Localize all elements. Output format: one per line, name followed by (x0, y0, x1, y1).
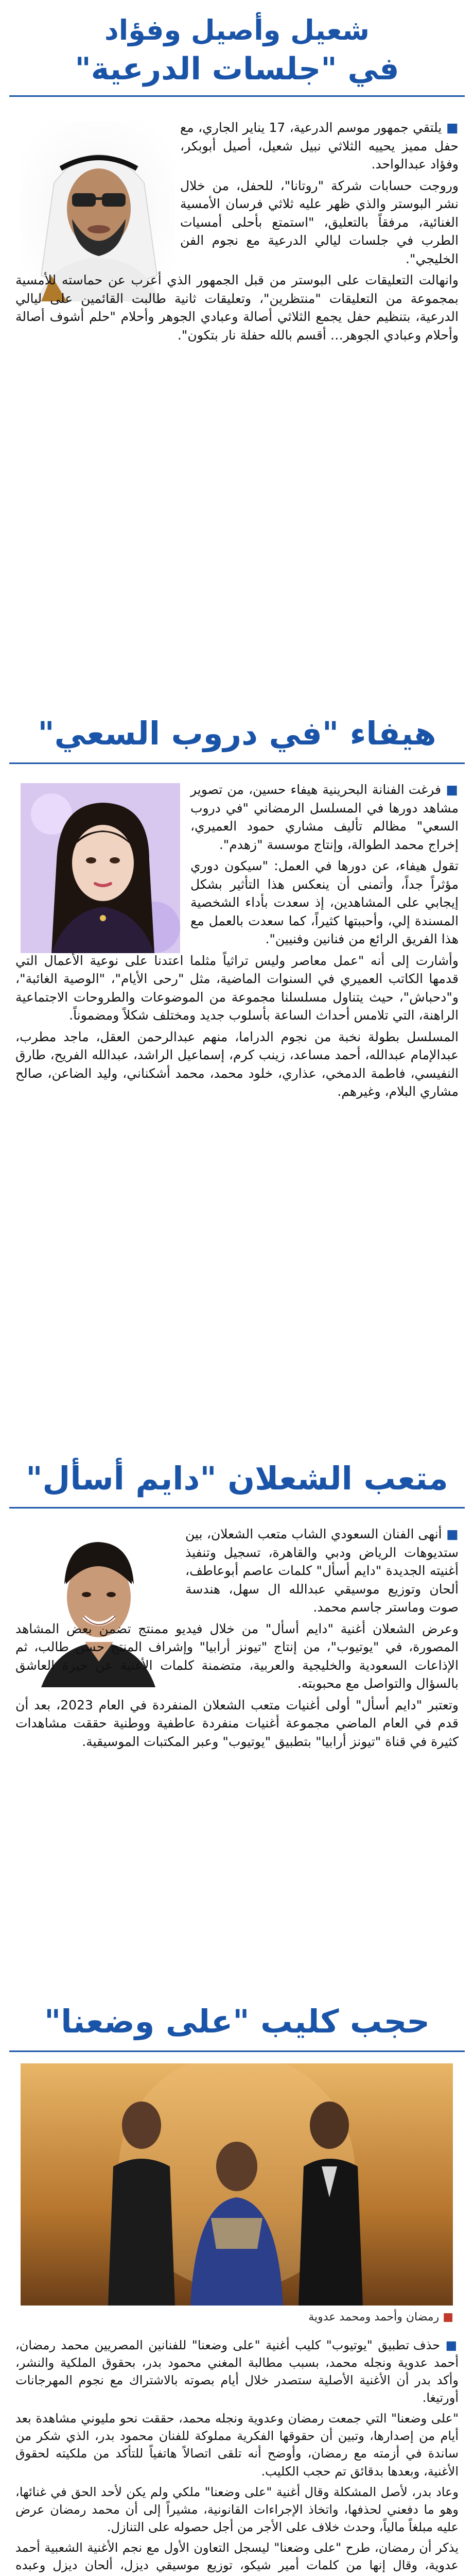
article4-body (15, 2336, 459, 2576)
article2-body (15, 781, 459, 1104)
article2-paragraph: ■ فرغت الفنانة البحرينية هيفاء حسين، من تصوير مشاهد دورها في المسلسل الرمضاني "في دروب السعي" مظالم تأليف مشاري حمود العميري، إخراج محمد الطوالة، وإنتاج موسسة "زهدم". (190, 781, 459, 854)
article1-body (15, 118, 459, 347)
article2-paragraph: وأشارت إلى أنه "عمل معاصر وليس تراثياً مثلما اعتدنا على نوعية الأعمال التي قدمها الكاتب العميري في السنوات الماضية، مثل "رحى الأيام"، "الوصية الغائبة"، و"دحباش"، حيث يتناول مسلسلنا مجموعة من الموضوعات والطروحات الاجتماعية الراهنة، التي تلامس أحداث الساعة بأسلوب جديد ومختلف شكلاً ومضموناً. (15, 953, 459, 1023)
article3-paragraph: وعرض الشعلان أغنية "دايم أسأل" من خلال فيديو ممنتج تضمن بعض المشاهد المصورة، في "يوتيوب"، من إنتاج "تيونز أرابيا" وإشراف المنتج حسن طالب، ثم الإذاعات السعودية والخليجية والعربية، متضمنة كلمات الأغنية عن حيرة العاشق بالسؤال والتواصل مع محبوبته. (15, 1621, 459, 1691)
article2-headline: هيفاء "في دروب السعي" (38, 715, 436, 752)
article4-paragraph: وعاد بدر، لأصل المشكلة وقال أغنية "على وضعنا" ملكي ولم يكن لأحد الحق في غنائها، وهو ما دفعني لحذفها، واتخاذ الإجراءات القانونية، مشيراً إلى أن محمد رمضان عرض عليه مبلغاً مالياً، وحدث خلاف على الأجر من أجل حصوله على التنازل. (15, 2484, 459, 2534)
article2-headline-rule (9, 762, 465, 764)
article4-group-photo (21, 2063, 453, 2306)
article-shaeel-aseel-fouad (0, 0, 474, 706)
article3-paragraph: وتعتبر "دايم أسأل" أولى أغنيات متعب الشعلان المنفردة في العام 2023، بعد أن قدم في العام الماضي مجموعة أغنيات منفردة عاطفية ووطنية حققت مشاهدات كثيرة في قناة "تيونز أرابيا" بتطبيق "يوتيوب" وعبر المكتبات الموسيقية. (15, 1697, 459, 1749)
article2-paragraph: المسلسل بطولة نخبة من نجوم الدراما، منهم عبدالرحمن العقل، ماجد مطرب، عبدالإمام عبدالله، أحمد مساعد، زينب كرم، إسماعيل الراشد، عبدالله الفريح، طارق النفيسي، فاطمة الدمخي، عذاري، خلود محمد، محمد أشكناني، وليد الضاعن، صالح مشاري البلام، وغيرهم. (15, 1029, 459, 1099)
article1-headline-line2: في "جلسات الدرعية" (75, 51, 399, 87)
article-haifa (0, 711, 474, 1448)
three-singers-illustration (21, 2063, 453, 2306)
article3-paragraph: ■ أنهى الفنان السعودي الشاب متعب الشعلان، بين ستديوهات الرياض ودبي والقاهرة، تسجيل وتنفيذ أغنيته الجديدة "دايم أسأل" كلمات عاصم أبوعاطف، ألحان وتوزيع موسيقي عبدالله ال سهل، هندسة صوت وماستر جاسم محمد. (185, 1525, 459, 1617)
article3-headline: متعب الشعلان "دايم أسأل" (26, 1460, 448, 1497)
article1-headline-line1: شعيل وأصيل وفؤاد (104, 14, 370, 46)
article-meteb-shalan (0, 1453, 474, 1994)
article1-paragraph: وروجت حسابات شركة "روتانا"، للحفل، من خلال نشر البوستر والذي ظهر عليه ثلاثي فرسان الأمسية الغنائية، مرفقاً بالتعليق، "استمتع بأحلى أمسيات الطرب في جلسات ليالي الدرعية مع نجوم الفن الخليجي". (180, 178, 459, 266)
article4-headline: حجب كليب "على وضعنا" (44, 2003, 430, 2040)
article4-photo-caption: ■ رمضان وأحمد ومحمد عدوية (308, 2311, 453, 2324)
article4-paragraph: يذكر أن رمضان، طرح "على وضعنا" ليسجل التعاون الأول مع نجم الأغنية الشعبية أحمد عدوية، وقال إنها من كلمات أمير شيكو، توزيع موسيقي ديزل، ألحان ديزل وعبده (15, 2540, 459, 2572)
article3-headline-rule (9, 1507, 465, 1509)
article3-body (15, 1525, 459, 1754)
article2-paragraph: تقول هيفاء، عن دورها في العمل: "سيكون دوري مؤثراً جداً، وأتمنى أن ينعكس هذا التأثير بشكل إيجابي على المشاهدين، إذ سعدت بأداء الشخصية المسندة إلي، وأحببتها كثيراً، كما سعدت بالعمل مع هذا الفريق الرائع من فنانين وفنيين". (190, 858, 459, 946)
article1-headline-rule (9, 95, 465, 97)
article1-paragraph: ■ يلتقي جمهور موسم الدرعية، 17 يناير الجاري، مع حفل مميز يحييه الثلاثي نبيل شعيل، أصيل أبوبكر، وفؤاد عبدالواحد. (180, 118, 459, 174)
article4-headline-rule (9, 2050, 465, 2052)
article4-paragraph: "على وضعنا" التي جمعت رمضان وعدوية ونجله محمد، حققت نحو مليوني مشاهدة بعد أيام من إصدارها، وتبين أن حقوقها الفكرية مملوكة للفنان محمود بدر، الذي شكر من ساندة في أزمته مع رمضان، وأوضح أنه تلقى اتصالاً هاتفياً للتأكد من ملكيته لحقوق الأغنية، وبعدها بدقائق تم حجب الكليب. (15, 2411, 459, 2479)
article1-paragraph: وانهالت التعليقات على البوستر من قبل الجمهور الذي أعرب عن حماسته للأمسية بمجموعة من التعليقات "منتظرين"، وتعليقات ثانية طالبت القائمين على ليالي الدرعية، بتنظيم حفل يجمع الثلاثي أصالة وعبادي الجوهر وأحلام "حلم أشوف أصالة وأحلام وعبادي الجوهر… أقسم بالله حفلة نار بتكون". (15, 273, 459, 343)
article-clip-blocked (0, 1999, 474, 2576)
article4-paragraph: ■ حذف تطبيق "يوتيوب" كليب أغنية "على وضعنا" للفنانين المصريين محمد رمضان، أحمد عدوية ونجله محمد، بسبب مطالبة المغني محمود بدر، بحقوق الملكية والنشر، وأكد بدر أن الأغنية الأصلية ستصدر خلال أيام بصوته بالاشتراك مع نجوم المهرجانات أورتيغا. (15, 2336, 459, 2406)
